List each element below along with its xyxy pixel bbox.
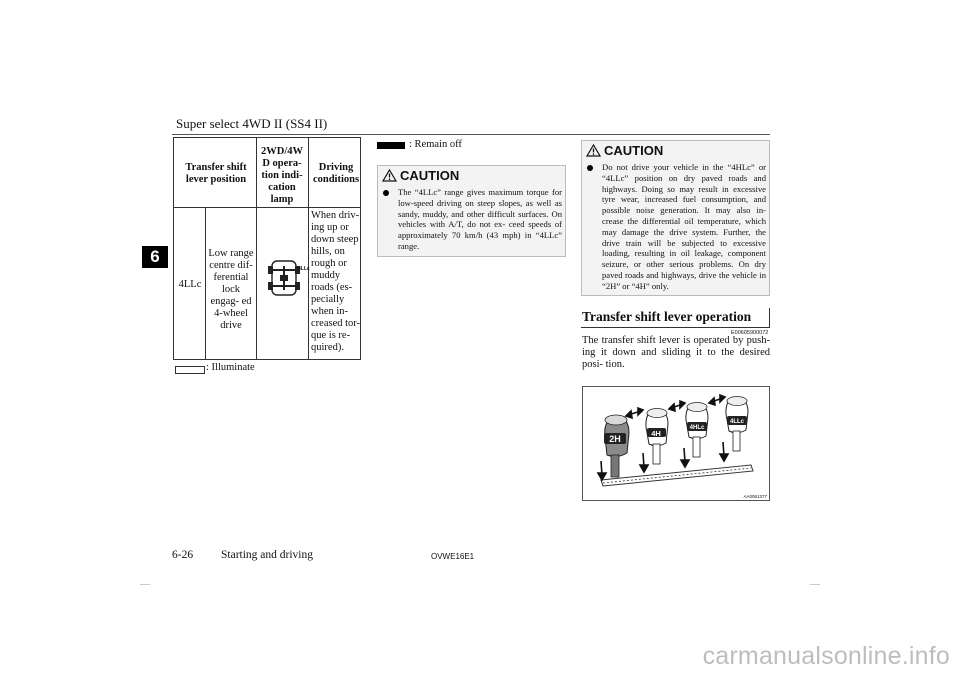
remain-off-legend-text: : Remain off xyxy=(409,139,462,150)
table-cell-position: 4LLc xyxy=(178,279,202,290)
table-divider xyxy=(174,207,360,208)
4wd-indicator-label: 4LLc xyxy=(298,266,310,272)
remain-off-legend-swatch xyxy=(377,142,405,149)
warning-triangle-icon xyxy=(382,169,397,182)
footer-page-number: 6-26 xyxy=(172,549,194,561)
section-title: Transfer shift lever operation xyxy=(582,309,752,324)
caution-box-dry-roads xyxy=(581,140,770,296)
section-body: The transfer shift lever is operated by push- ing it down and sliding it to the desired posi- tion. xyxy=(582,335,770,370)
illuminate-legend-text: : Illuminate xyxy=(206,362,255,373)
table-divider xyxy=(308,138,309,359)
watermark: carmanualsonline.info xyxy=(702,642,950,670)
caution-heading xyxy=(586,143,663,158)
caution-box-4llc xyxy=(377,165,566,257)
4wd-indicator-icon xyxy=(266,258,306,303)
knob-label: 4HLc xyxy=(689,425,705,431)
warning-triangle-icon xyxy=(586,144,601,157)
caution-title: CAUTION xyxy=(400,168,460,183)
chapter-tab: 6 xyxy=(142,246,168,268)
table-header-conditions: Driving conditions xyxy=(312,162,360,185)
lever-knob-4hlc xyxy=(686,403,708,458)
table-header-position: Transfer shift lever position xyxy=(185,162,247,185)
page-header-title: Super select 4WD II (SS4 II) xyxy=(176,116,328,131)
knob-label: 4LLc xyxy=(729,419,745,425)
knob-label: 4H xyxy=(651,429,661,438)
figure-code: AA0061377 xyxy=(743,494,767,499)
caution-text: The “4LLc” range gives maximum torque for low-speed driving on steep slopes, as well as sandy, muddy, and other difficult surfaces. On vehicles with A/T, do not ex- ceed speeds of approximately 70 km/h (43 mph) in “4LLc” range. xyxy=(398,187,562,251)
lever-knob-2h xyxy=(604,415,629,477)
lever-knob-4h xyxy=(646,409,668,465)
bullet-icon xyxy=(587,165,593,171)
header-divider xyxy=(172,134,770,135)
table-cell-description: Low range centre dif- ferential lock engag- ed 4-wheel drive xyxy=(208,248,254,331)
section-title-bracket xyxy=(769,308,770,328)
caution-heading xyxy=(382,168,459,183)
table-header-lamp: 2WD/4W D opera- tion indi- cation lamp xyxy=(261,146,303,205)
illuminate-legend-swatch xyxy=(175,366,205,374)
table-cell-conditions: When driv- ing up or down steep hills, on rough or muddy roads (es- pecially when in- creased tor- que is re- quired). xyxy=(311,210,361,353)
crop-mark xyxy=(810,584,820,585)
section-title-underline xyxy=(581,327,770,328)
table-divider xyxy=(205,207,206,359)
shift-lever-figure xyxy=(582,386,770,501)
footer-doc-code: OVWE16E1 xyxy=(431,552,475,561)
caution-text: Do not drive your vehicle in the “4HLc” or “4LLc” position on dry paved roads and highways. Doing so may result in excessive tyre wear, increased fuel consumption, and possible noise generation. It may also in- crease the differential oil temperature, which may damage the drive system. Further, the drive train will be subjected to excessive loading, resulting in oil leakage, component seizure, or other serious problems. On dry paved roads and highways, drive the vehicle in “2H” or “4H” only. xyxy=(602,162,766,291)
knob-label: 2H xyxy=(609,434,621,444)
table-divider xyxy=(256,138,257,359)
footer-section-name: Starting and driving xyxy=(221,549,313,561)
crop-mark xyxy=(140,584,150,585)
bullet-icon xyxy=(383,190,389,196)
shift-lever-illustration xyxy=(583,387,769,500)
caution-title: CAUTION xyxy=(604,143,664,158)
lever-knob-4llc xyxy=(726,397,748,452)
shift-position-table xyxy=(173,137,361,360)
section-code: E00605900072 xyxy=(731,330,769,336)
